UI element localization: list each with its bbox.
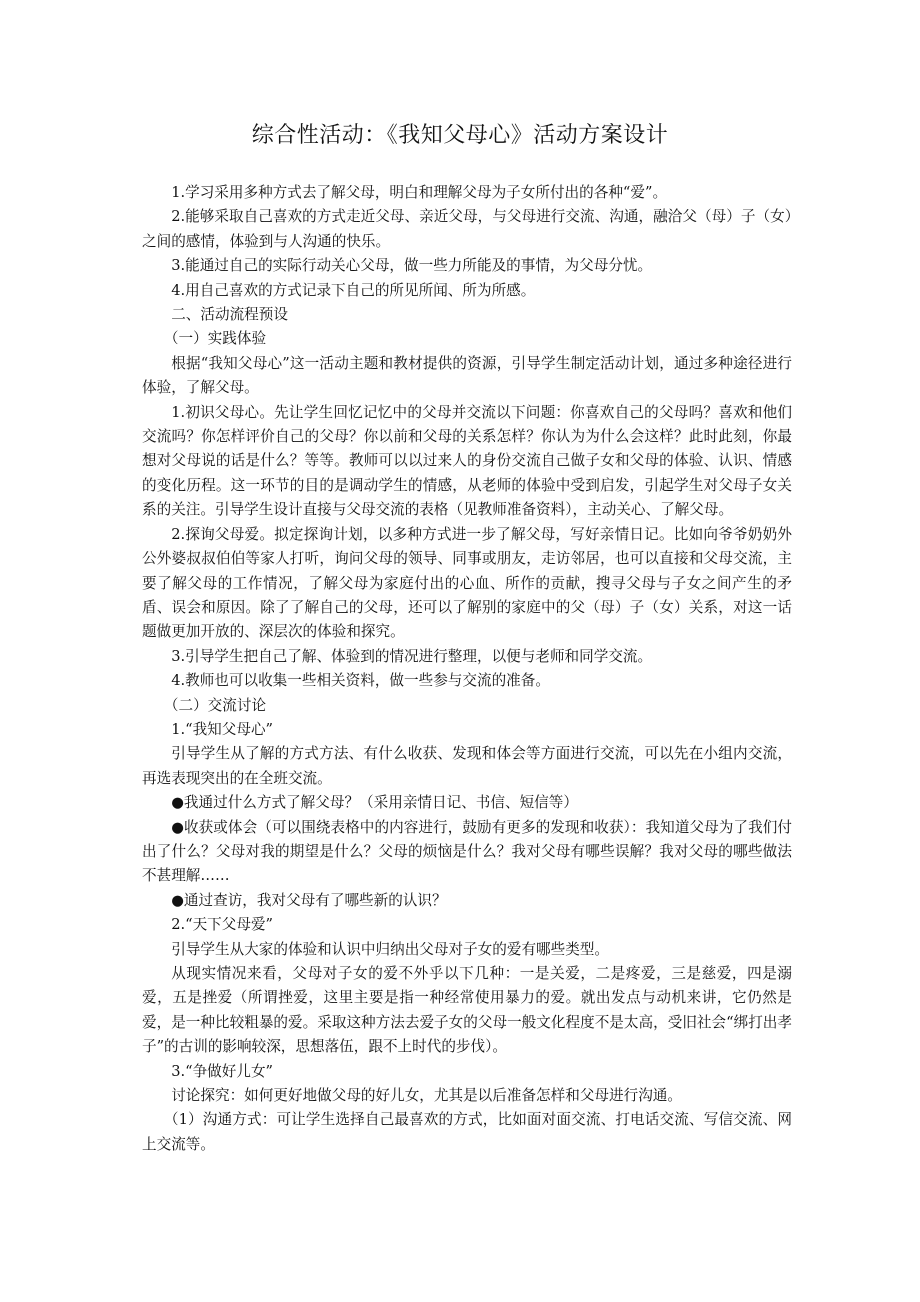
paragraph: 根据“我知父母心”这一活动主题和教材提供的资源，引导学生制定活动计划，通过多种途径进行体验，了解父母。 (142, 354, 792, 397)
paragraph: 引导学生从大家的体验和认识中归纳出父母对子女的爱有哪些类型。 (171, 940, 610, 958)
topic-heading: 2.“天下父母爱” (171, 916, 274, 934)
bullet-item: ●我通过什么方式了解父母？（采用亲情日记、书信、短信等） (171, 794, 578, 812)
bullet-item: ●通过查访，我对父母有了哪些新的认识？ (171, 891, 447, 909)
objective-3: 3.能通过自己的实际行动关心父母，做一些力所能及的事情，为父母分忧。 (171, 257, 653, 275)
paragraph: 4.教师也可以收集一些相关资料，做一些参与交流的准备。 (171, 672, 550, 690)
document-body (142, 181, 792, 1157)
objective-2: 2.能够采取自己喜欢的方式走近父母、亲近父母，与父母进行交流、沟通，融洽父（母）子（女）之间的感情，体验到与人沟通的快乐。 (142, 208, 792, 250)
paragraph: 3.引导学生把自己了解、体验到的情况进行整理，以便与老师和同学交流。 (171, 647, 653, 665)
paragraph: 从现实情况来看，父母对子女的爱不外乎以下几种：一是关爱，二是疼爱，三是慈爱，四是溺爱，五是挫爱（所谓挫爱，这里主要是指一种经常使用暴力的爱。就出发点与动机来讲，它仍然是爱，是一种比较粗暴的爱。采取这种方法去爱子女的父母一般文化程度不是太高，受旧社会“绑打出孝子”的古训的影响较深，思想落伍，跟不上时代的步伐）。 (142, 965, 792, 1056)
objective-4: 4.用自己喜欢的方式记录下自己的所见所闻、所为所感。 (171, 281, 536, 299)
section-heading: 二、活动流程预设 (171, 306, 288, 324)
paragraph: 引导学生从了解的方式方法、有什么收获、发现和体会等方面进行交流，可以先在小组内交流，再选表现突出的在全班交流。 (142, 745, 792, 787)
topic-heading: 1.“我知父母心” (171, 720, 274, 738)
paragraph: 讨论探究：如何更好地做父母的好儿女，尤其是以后准备怎样和父母进行沟通。 (171, 1087, 682, 1105)
objective-1: 1.学习采用多种方式去了解父母，明白和理解父母为子女所付出的各种“爱”。 (171, 184, 668, 201)
subsection-heading: （一）实践体验 (163, 330, 267, 348)
paragraph: （1）沟通方式：可让学生选择自己最喜欢的方式，比如面对面交流、打电话交流、写信交流、网上交流等。 (142, 1111, 792, 1153)
subsection-heading: （二）交流讨论 (163, 696, 267, 714)
bullet-item: ●收获或体会（可以围绕表格中的内容进行，鼓励有更多的发现和收获）：我知道父母为了我们付出了什么？父母对我的期望是什么？父母的烦恼是什么？我对父母有哪些误解？我对父母的哪些做法不甚理解…… (142, 818, 792, 885)
paragraph: 2.探询父母爱。拟定探询计划，以多种方式进一步了解父母，写好亲情日记。比如向爷爷奶奶外公外婆叔叔伯伯等家人打听，询问父母的领导、同事或朋友，走访邻居，也可以直接和父母交流，主要了解父母的工作情况，了解父母为家庭付出的心血、所作的贡献，搜寻父母与子女之间产生的矛盾、误会和原因。除了了解自己的父母，还可以了解别的家庭中的父（母）子（女）关系，对这一话题做更加开放的、深层次的体验和探究。 (142, 525, 792, 641)
document-title: 综合性活动：《我知父母心》活动方案设计 (251, 123, 669, 148)
paragraph: 1.初识父母心。先让学生回忆记忆中的父母并交流以下问题：你喜欢自己的父母吗？喜欢和他们交流吗？你怎样评价自己的父母？你以前和父母的关系怎样？你认为为什么会这样？此时此刻，你最想对父母说的话是什么？等等。教师可以以过来人的身份交流自己做子女和父母的体验、认识、情感的变化历程。这一环节的目的是调动学生的情感，从老师的体验中受到启发，引起学生对父母子女关系的关注。引导学生设计直接与父母交流的表格（见教师准备资料），主动关心、了解父母。 (142, 403, 792, 519)
topic-heading: 3.“争做好儿女” (171, 1062, 274, 1080)
